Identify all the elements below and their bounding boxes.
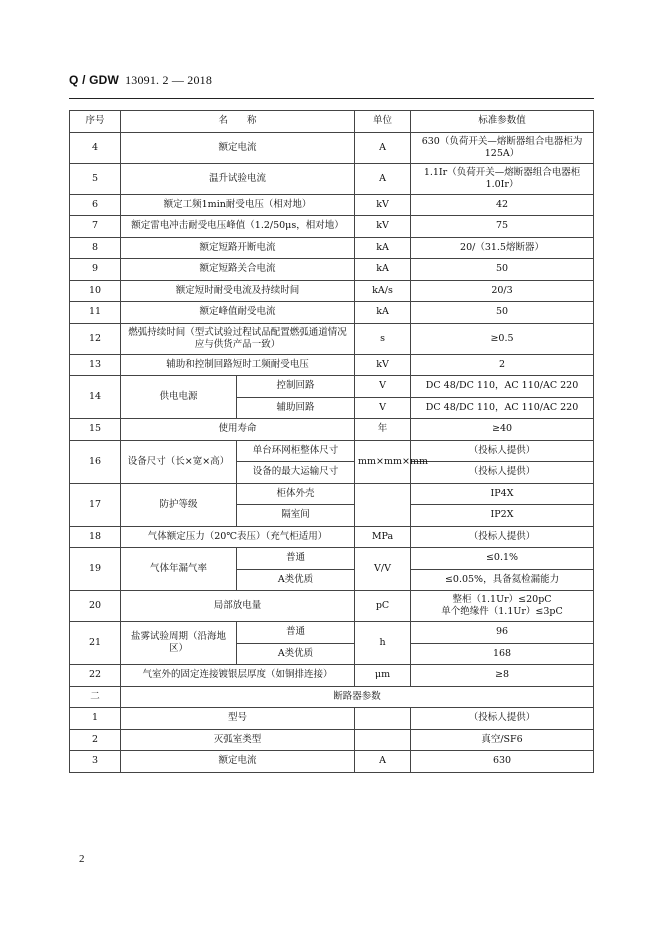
row-name: 灭弧室类型 — [121, 729, 355, 751]
row-seq: 2 — [70, 729, 121, 751]
row-name: 额定短路关合电流 — [121, 259, 355, 281]
row-subname: 隔室间 — [237, 505, 355, 527]
parameter-table — [69, 110, 594, 773]
row-value: 1.1Ir（负荷开关—熔断器组合电器柜1.0Ir） — [411, 163, 594, 194]
table-row — [70, 163, 594, 194]
section-seq: 二 — [70, 686, 121, 708]
row-seq: 19 — [70, 548, 121, 591]
row-value: 50 — [411, 302, 594, 324]
table-row — [70, 302, 594, 324]
value-line-1: 整柜（1.1Ur）≤20pC — [452, 594, 552, 605]
row-name: 型号 — [121, 708, 355, 730]
row-seq: 20 — [70, 591, 121, 622]
row-value: ≥40 — [411, 419, 594, 441]
col-seq: 序号 — [70, 111, 121, 133]
row-value: DC 48/DC 110，AC 110/AC 220 — [411, 376, 594, 398]
row-value: （投标人提供） — [411, 462, 594, 484]
row-seq: 10 — [70, 280, 121, 302]
table-header-row — [70, 111, 594, 133]
row-seq: 15 — [70, 419, 121, 441]
row-seq: 11 — [70, 302, 121, 324]
row-seq: 3 — [70, 751, 121, 773]
row-value: 20/3 — [411, 280, 594, 302]
row-name: 设备尺寸（长×宽×高） — [121, 440, 237, 483]
row-seq: 17 — [70, 483, 121, 526]
table-row — [70, 729, 594, 751]
section-title: 断路器参数 — [121, 686, 594, 708]
row-seq: 8 — [70, 237, 121, 259]
row-unit — [355, 729, 411, 751]
row-value: 20/（31.5熔断器） — [411, 237, 594, 259]
row-name: 额定电流 — [121, 751, 355, 773]
row-value: 50 — [411, 259, 594, 281]
row-unit: μm — [355, 665, 411, 687]
row-value: 真空/SF6 — [411, 729, 594, 751]
row-unit: s — [355, 323, 411, 354]
row-value: ≥0.5 — [411, 323, 594, 354]
row-unit: MPa — [355, 526, 411, 548]
row-name: 额定电流 — [121, 132, 355, 163]
row-unit — [355, 483, 411, 526]
row-name: 额定峰值耐受电流 — [121, 302, 355, 324]
row-seq: 14 — [70, 376, 121, 419]
value-line-2: 单个绝缘件（1.1Ur）≤3pC — [441, 606, 563, 617]
table-row — [70, 708, 594, 730]
row-name: 使用寿命 — [121, 419, 355, 441]
row-unit: kV — [355, 216, 411, 238]
row-value: （投标人提供） — [411, 526, 594, 548]
row-name: 气室外的固定连接镀银层厚度（如铜排连接） — [121, 665, 355, 687]
col-name: 名 称 — [121, 111, 355, 133]
row-unit: kA/s — [355, 280, 411, 302]
row-subname: 柜体外壳 — [237, 483, 355, 505]
table-row — [70, 376, 594, 398]
row-unit: kA — [355, 237, 411, 259]
row-subname: 普通 — [237, 622, 355, 644]
row-value: 168 — [411, 643, 594, 665]
table-row — [70, 591, 594, 622]
row-value: 2 — [411, 354, 594, 376]
table-row — [70, 751, 594, 773]
row-value — [411, 591, 594, 622]
row-unit: A — [355, 751, 411, 773]
table-row — [70, 259, 594, 281]
row-name: 额定短时耐受电流及持续时间 — [121, 280, 355, 302]
row-seq: 6 — [70, 194, 121, 216]
row-name: 气体年漏气率 — [121, 548, 237, 591]
row-unit: V — [355, 376, 411, 398]
row-unit: kA — [355, 259, 411, 281]
row-name: 额定短路开断电流 — [121, 237, 355, 259]
row-value: IP2X — [411, 505, 594, 527]
row-value: 630（负荷开关—熔断器组合电器柜为125A） — [411, 132, 594, 163]
row-value: ≤0.05%，具备氦检漏能力 — [411, 569, 594, 591]
row-seq: 12 — [70, 323, 121, 354]
row-unit: pC — [355, 591, 411, 622]
col-value: 标准参数值 — [411, 111, 594, 133]
table-row — [70, 548, 594, 570]
row-unit: 年 — [355, 419, 411, 441]
row-value: 96 — [411, 622, 594, 644]
row-name: 辅助和控制回路短时工频耐受电压 — [121, 354, 355, 376]
row-unit: mm×mm×mm — [355, 440, 411, 483]
row-value: DC 48/DC 110，AC 110/AC 220 — [411, 397, 594, 419]
table-row — [70, 354, 594, 376]
table-row — [70, 216, 594, 238]
page-number: 2 — [79, 853, 85, 865]
section-row — [70, 686, 594, 708]
row-name: 额定雷电冲击耐受电压峰值（1.2/50μs，相对地） — [121, 216, 355, 238]
row-name: 燃弧持续时间（型式试验过程试品配置燃弧通道情况应与供货产品一致） — [121, 323, 355, 354]
row-value: ≥8 — [411, 665, 594, 687]
row-subname: A类优质 — [237, 569, 355, 591]
row-value: ≤0.1% — [411, 548, 594, 570]
table-row — [70, 526, 594, 548]
table-row — [70, 665, 594, 687]
row-seq: 18 — [70, 526, 121, 548]
col-unit: 单位 — [355, 111, 411, 133]
row-name: 额定工频1min耐受电压（相对地） — [121, 194, 355, 216]
row-seq: 21 — [70, 622, 121, 665]
row-unit: A — [355, 163, 411, 194]
row-subname: 普通 — [237, 548, 355, 570]
row-name: 盐雾试验周期（沿海地区） — [121, 622, 237, 665]
table-row — [70, 194, 594, 216]
row-name: 防护等级 — [121, 483, 237, 526]
row-seq: 16 — [70, 440, 121, 483]
row-subname: A类优质 — [237, 643, 355, 665]
row-seq: 1 — [70, 708, 121, 730]
row-unit: kV — [355, 194, 411, 216]
table-row — [70, 419, 594, 441]
row-value: 630 — [411, 751, 594, 773]
row-seq: 22 — [70, 665, 121, 687]
table-row — [70, 323, 594, 354]
row-value: 42 — [411, 194, 594, 216]
row-name: 温升试验电流 — [121, 163, 355, 194]
row-value: （投标人提供） — [411, 708, 594, 730]
row-subname: 控制回路 — [237, 376, 355, 398]
row-unit: V — [355, 397, 411, 419]
table-row — [70, 280, 594, 302]
table-row — [70, 483, 594, 505]
row-name: 气体额定压力（20℃表压）（充气柜适用） — [121, 526, 355, 548]
row-value: IP4X — [411, 483, 594, 505]
row-value: （投标人提供） — [411, 440, 594, 462]
row-seq: 4 — [70, 132, 121, 163]
row-seq: 5 — [70, 163, 121, 194]
row-name: 局部放电量 — [121, 591, 355, 622]
table-row — [70, 440, 594, 462]
row-value: 75 — [411, 216, 594, 238]
row-seq: 9 — [70, 259, 121, 281]
header-rule — [69, 98, 594, 99]
table-row — [70, 132, 594, 163]
row-unit: kV — [355, 354, 411, 376]
table-row — [70, 622, 594, 644]
row-unit: V/V — [355, 548, 411, 591]
row-subname: 单台环网柜整体尺寸 — [237, 440, 355, 462]
standard-number: 13091. 2 — 2018 — [125, 73, 213, 87]
row-seq: 7 — [70, 216, 121, 238]
table-row — [70, 237, 594, 259]
row-seq: 13 — [70, 354, 121, 376]
row-unit: kA — [355, 302, 411, 324]
row-unit: h — [355, 622, 411, 665]
row-subname: 设备的最大运输尺寸 — [237, 462, 355, 484]
row-subname: 辅助回路 — [237, 397, 355, 419]
standard-code: Q / GDW — [69, 73, 120, 87]
row-unit — [355, 708, 411, 730]
row-unit: A — [355, 132, 411, 163]
row-name: 供电电源 — [121, 376, 237, 419]
document-header — [69, 73, 212, 88]
